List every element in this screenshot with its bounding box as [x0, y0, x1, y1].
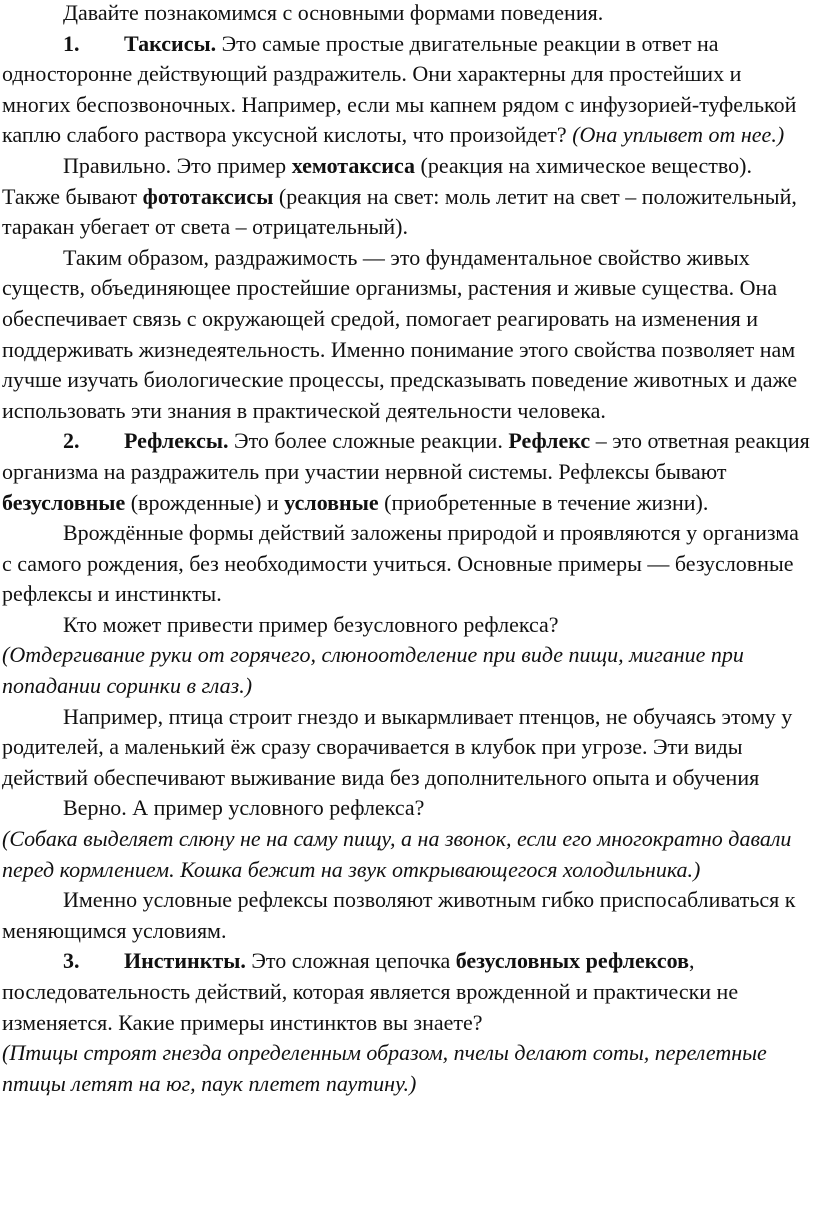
question-conditioned: Верно. А пример условного рефлекса?	[63, 795, 425, 821]
text-span: , последовательность действий, которая является врожденной и практически не изменяется. Какие примеры инстинктов вы знаете?	[2, 948, 739, 1035]
term-reflexes: Рефлексы.	[124, 428, 229, 454]
intro-paragraph: Давайте познакомимся с основными формами поведения.	[63, 0, 604, 25]
text-span: – это ответная реакция организма на раздражитель при участии нервной системы. Рефлексы бывают	[2, 428, 810, 484]
term-instincts: Инстинкты.	[124, 948, 246, 974]
section-number: 2.	[63, 428, 80, 454]
text-span: (реакция на свет: моль летит на свет – положительный, таракан убегает от света – отрицательный).	[2, 183, 797, 240]
term-unconditioned-reflexes: безусловных рефлексов	[455, 948, 689, 974]
taxis-text: Это самые простые двигательные реакции в ответ на односторонне действующий раздражитель. Они характерны для простейших и многих беспозвоночных. Например, если мы капнем рядом с инфузорией-туфелькой каплю слабого раствора уксусной кислоты, что произойдет?	[2, 30, 797, 148]
bird-paragraph: Например, птица строит гнездо и выкармливает птенцов, не обучаясь этому у родителей, а маленький ёж сразу сворачивается в клубок при угрозе. Эти виды действий обеспечивают выживание вида без дополнительного опыта и обучения	[2, 703, 793, 790]
irritability-paragraph: Таким образом, раздражимость — это фундаментальное свойство живых существ, объединяющее простейшие организмы, растения и живые существа. Она обеспечивает связь с окружающей средой, помогает реагировать на изменения и поддерживать жизнедеятельность. Именно понимание этого свойства позволяет нам лучше изучать биологические процессы, предсказывать поведение животных и даже использовать эти знания в практической деятельности человека.	[2, 244, 798, 423]
text-span: Правильно. Это пример	[63, 152, 292, 178]
text-span: (реакция на химическое вещество). Также бывают	[2, 152, 752, 209]
term-taxis: Таксисы.	[124, 30, 217, 56]
section-reflexes	[2, 426, 810, 518]
chemotaxis-paragraph	[2, 151, 810, 243]
taxis-answer: (Она уплывет от нее.)	[572, 122, 785, 148]
term-unconditioned: безусловные	[2, 489, 126, 515]
section-taxis	[2, 29, 810, 151]
answer-unconditioned: (Отдергивание руки от горячего, слюноотделение при виде пищи, мигание при попадании соринки в глаз.)	[2, 642, 744, 699]
term-phototaxis: фототаксисы	[142, 183, 274, 209]
conditioned-paragraph: Именно условные рефлексы позволяют животным гибко приспосабливаться к меняющимся условиям.	[2, 887, 796, 943]
section-instincts	[2, 946, 810, 1038]
section-number: 1.	[63, 30, 80, 56]
text-span: (приобретенные в течение жизни).	[378, 489, 709, 515]
text-span: (врожденные) и	[125, 489, 285, 515]
term-reflex: Рефлекс	[508, 428, 591, 454]
text-span: Это более сложные реакции.	[228, 428, 509, 454]
question-unconditioned: Кто может привести пример безусловного рефлекса?	[63, 611, 559, 637]
section-number: 3.	[63, 948, 80, 974]
answer-conditioned: (Собака выделяет слюну не на саму пищу, а на звонок, если его многократно давали перед кормлением. Кошка бежит на звук открывающегося холодильника.)	[2, 826, 792, 882]
term-chemotaxis: хемотаксиса	[291, 152, 415, 178]
answer-instincts: (Птицы строят гнезда определенным образом, пчелы делают соты, перелетные птицы летят на юг, паук плетет паутину.)	[2, 1040, 767, 1096]
innate-paragraph: Врождённые формы действий заложены природой и проявляются у организма с самого рождения, без необходимости учиться. Основные примеры — безусловные рефлексы и инстинкты.	[2, 520, 799, 607]
term-conditioned: условные	[284, 489, 379, 515]
text-span: Это сложная цепочка	[245, 948, 456, 974]
